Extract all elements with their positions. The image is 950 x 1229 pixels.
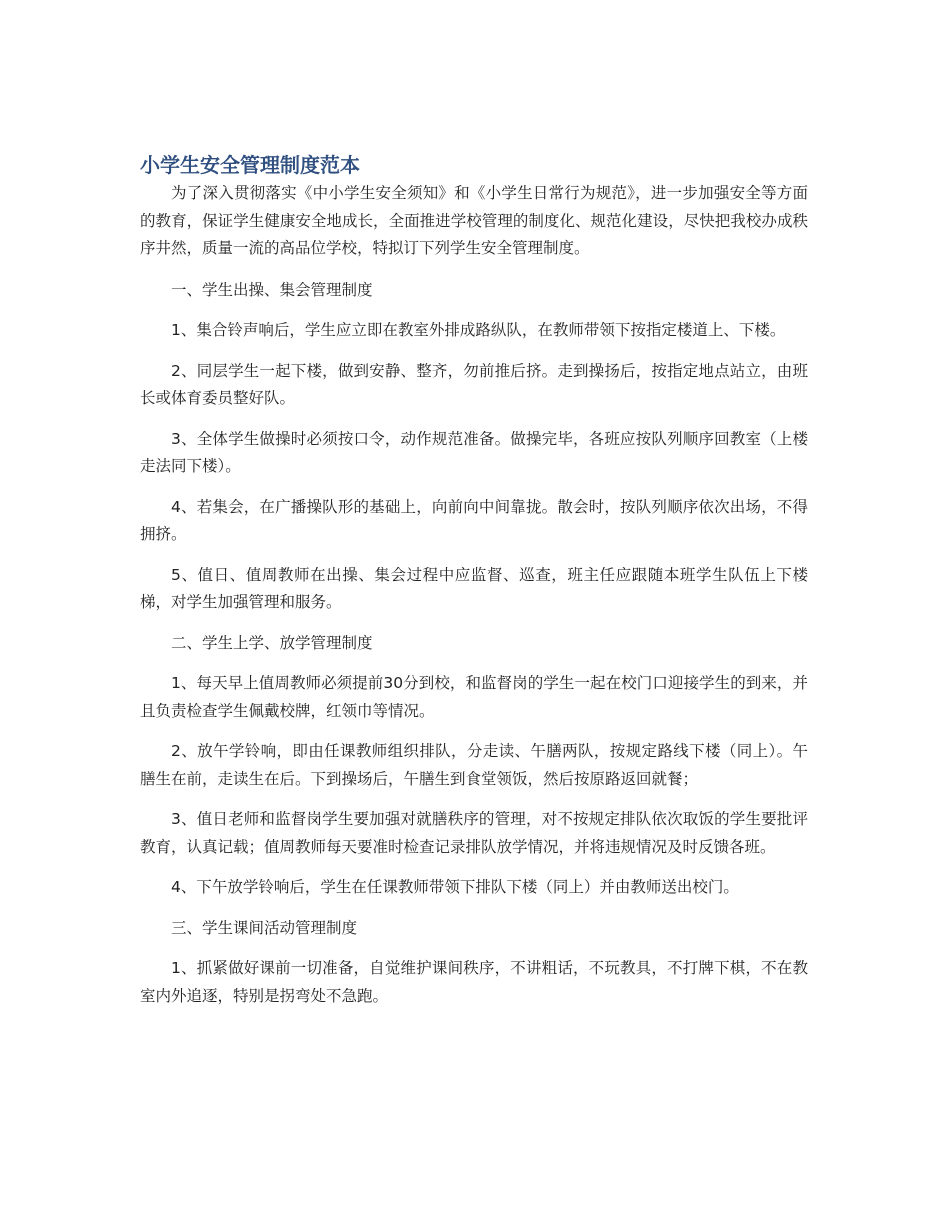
- section-1-item-5: 5、值日、值周教师在出操、集会过程中应监督、巡查，班主任应跟随本班学生队伍上下楼梯，对学生加强管理和服务。: [140, 565, 808, 611]
- section-heading: 二、学生上学、放学管理制度: [171, 633, 373, 652]
- section-heading: 一、学生出操、集会管理制度: [171, 280, 373, 299]
- section-1-item-4: 4、若集会，在广播操队形的基础上，向前向中间靠拢。散会时，按队列顺序依次出场，不得拥挤。: [140, 497, 808, 543]
- document-body: [140, 180, 808, 1023]
- section-3-item-1: 1、抓紧做好课前一切准备，自觉维护课间秩序，不讲粗话，不玩教具，不打牌下棋，不在教室内外追逐，特别是拐弯处不急跑。: [140, 959, 808, 1005]
- section-2-item-3: 3、值日老师和监督岗学生要加强对就膳秩序的管理，对不按规定排队依次取饭的学生要批评教育，认真记载；值周教师每天要准时检查记录排队放学情况，并将违规情况及时反馈各班。: [140, 810, 808, 856]
- section-1-item-1: 1、集合铃声响后，学生应立即在教室外排成路纵队，在教师带领下按指定楼道上、下楼。: [171, 321, 786, 339]
- section-1-item-3: 3、全体学生做操时必须按口令，动作规范准备。做操完毕，各班应按队列顺序回教室（上楼走法同下楼）。: [140, 429, 808, 475]
- document-title: 小学生安全管理制度范本: [140, 153, 360, 177]
- section-2-item-2: 2、放午学铃响，即由任课教师组织排队，分走读、午膳两队，按规定路线下楼（同上）。午膳生在前，走读生在后。下到操场后，午膳生到食堂领饭，然后按原路返回就餐；: [140, 742, 808, 788]
- section-1-item-2: 2、同层学生一起下楼，做到安静、整齐，勿前推后挤。走到操扬后，按指定地点站立，由班长或体育委员整好队。: [140, 361, 808, 407]
- section-heading: 三、学生课间活动管理制度: [171, 918, 358, 937]
- section-2-item-1: 1、每天早上值周教师必须提前30分到校，和监督岗的学生一起在校门口迎接学生的到来，并且负责检查学生佩戴校牌，红领巾等情况。: [140, 674, 808, 720]
- intro-paragraph: 为了深入贯彻落实《中小学生安全须知》和《小学生日常行为规范》，进一步加强安全等方面的教育，保证学生健康安全地成长，全面推进学校管理的制度化、规范化建设，尽快把我校办成秩序井然，质量一流的高品位学校，特拟订下列学生安全管理制度。: [140, 184, 808, 257]
- section-2-item-4: 4、下午放学铃响后，学生在任课教师带领下排队下楼（同上）并由教师送出校门。: [171, 878, 739, 896]
